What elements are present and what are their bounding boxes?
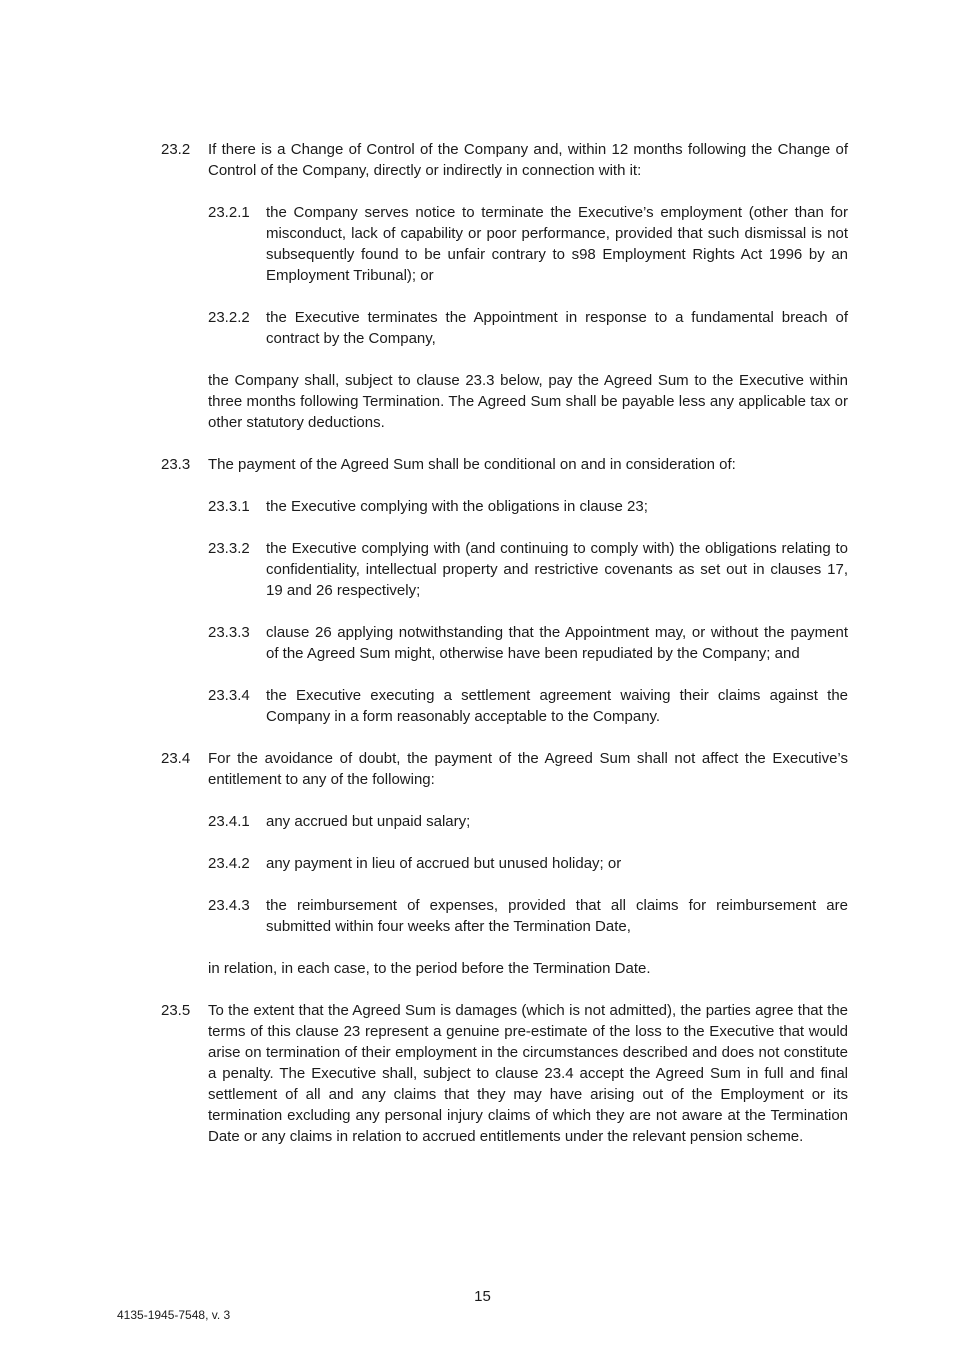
clause-23-2-2: [208, 307, 848, 349]
clause-23-4-continuation: [208, 958, 848, 979]
clause-number: 23.4.2: [208, 855, 250, 872]
clause-text: If there is a Change of Control of the Company and, within 12 months following the Change of Control of the Company, directly or indirectly in connection with it:: [208, 141, 848, 179]
clause-number: 23.3.2: [208, 540, 250, 557]
clause-23-4-2: [208, 853, 848, 874]
clause-number: 23.3: [161, 456, 191, 473]
clause-text: the Executive complying with the obligations in clause 23;: [266, 498, 648, 515]
clause-text: any accrued but unpaid salary;: [266, 813, 471, 830]
clause-text: the Company shall, subject to clause 23.3 below, pay the Agreed Sum to the Executive within three months following Termination. The Agreed Sum shall be payable less any applicable tax or other statutory deductions.: [208, 372, 848, 431]
clause-text: The payment of the Agreed Sum shall be conditional on and in consideration of:: [208, 456, 736, 473]
clause-text: the reimbursement of expenses, provided that all claims for reimbursement are submitted within four weeks after the Termination Date,: [266, 897, 848, 935]
clause-23-4-3: [208, 895, 848, 937]
document-reference: 4135-1945-7548, v. 3: [117, 1308, 231, 1322]
clause-23-4-1: [208, 811, 848, 832]
clause-23-2-continuation: [208, 370, 848, 433]
clause-23-3-4: [208, 685, 848, 727]
clause-23-3-2: [208, 538, 848, 601]
clause-number: 23.5: [161, 1002, 191, 1019]
clause-number: 23.3.1: [208, 498, 250, 515]
clause-number: 23.4.1: [208, 813, 250, 830]
clause-text: the Executive executing a settlement agreement waiving their claims against the Company in a form reasonably acceptable to the Company.: [266, 687, 848, 725]
clause-number: 23.3.3: [208, 624, 250, 641]
clause-23-3-1: [208, 496, 848, 517]
clause-text: in relation, in each case, to the period before the Termination Date.: [208, 960, 651, 977]
clause-23-3: [161, 454, 848, 475]
clause-number: 23.2: [161, 141, 191, 158]
page-number: 15: [474, 1288, 491, 1305]
clause-number: 23.4: [161, 750, 191, 767]
clause-number: 23.4.3: [208, 897, 250, 914]
clause-text: To the extent that the Agreed Sum is damages (which is not admitted), the parties agree that the terms of this clause 23 represent a genuine pre-estimate of the loss to the Executive that would arise on termination of their employment in the circumstances described and does not constitute a penalty. The Executive shall, subject to clause 23.4 accept the Agreed Sum in full and final settlement of all and any claims that they may have arising out of the Employment or its termination excluding any personal injury claims of which they are not aware at the Termination Date or any claims in relation to accrued entitlements under the relevant pension scheme.: [208, 1002, 848, 1145]
clause-text: the Company serves notice to terminate the Executive’s employment (other than for misconduct, lack of capability or poor performance, provided that such dismissal is not subsequently found to be unfair contrary to s98 Employment Rights Act 1996 by an Employment Tribunal); or: [266, 204, 848, 284]
clause-23-2: [161, 139, 848, 181]
clause-number: 23.2.1: [208, 204, 250, 221]
clause-23-4: [161, 748, 848, 790]
clause-23-3-3: [208, 622, 848, 664]
clause-23-2-1: [208, 202, 848, 286]
clause-text: the Executive complying with (and continuing to comply with) the obligations relating to confidentiality, intellectual property and restrictive covenants as set out in clauses 17, 19 and 26 respectively;: [266, 540, 848, 599]
clause-text: any payment in lieu of accrued but unused holiday; or: [266, 855, 622, 872]
clause-23-5: [161, 1000, 848, 1147]
clause-number: 23.2.2: [208, 309, 250, 326]
clause-text: clause 26 applying notwithstanding that the Appointment may, or without the payment of the Agreed Sum might, otherwise have been repudiated by the Company; and: [266, 624, 848, 662]
clause-text: For the avoidance of doubt, the payment of the Agreed Sum shall not affect the Executive’s entitlement to any of the following:: [208, 750, 848, 788]
clause-text: the Executive terminates the Appointment in response to a fundamental breach of contract by the Company,: [266, 309, 848, 347]
clause-number: 23.3.4: [208, 687, 250, 704]
